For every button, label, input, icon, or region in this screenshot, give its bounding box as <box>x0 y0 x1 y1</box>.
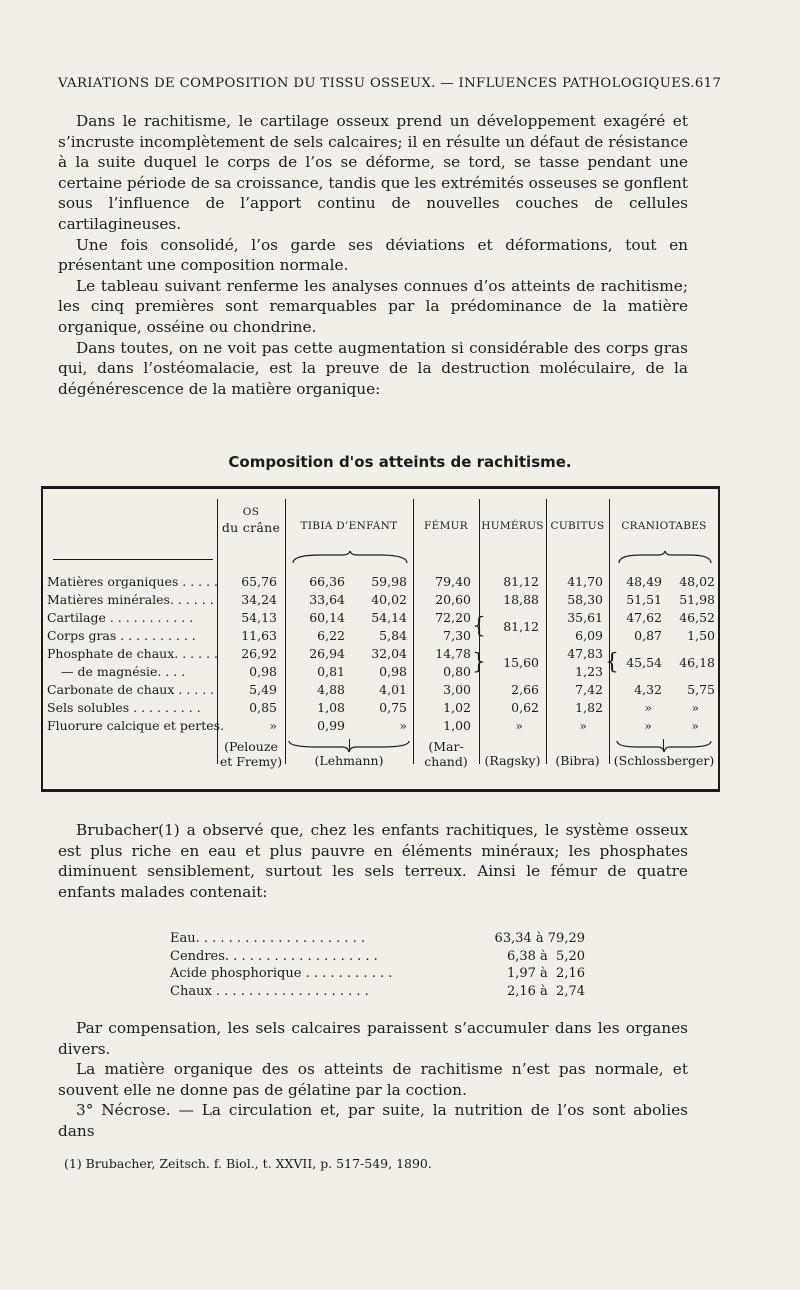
table-cell: 33,64 <box>309 592 345 607</box>
table-cell: 20,60 <box>435 592 471 607</box>
table-cell: 59,98 <box>371 574 407 589</box>
table-cell: 1,82 <box>575 700 603 715</box>
row-label: — de magnésie. . . . <box>61 664 186 679</box>
table-cell: 0,99 <box>317 718 345 733</box>
source-citation: et Fremy) <box>219 754 283 769</box>
paragraph: Par compensation, les sels calcaires paraissent s’accumuler dans les organes divers. <box>58 1019 688 1058</box>
list-item-label: Cendres. . . . . . . . . . . . . . . . . . . <box>170 948 378 964</box>
paragraph: 3° Nécrose. — La circulation et, par suite, la nutrition de l’os sont abolies dans <box>58 1101 688 1140</box>
table-cell: 47,83 <box>567 646 603 661</box>
table-cell: 2,66 <box>511 682 539 697</box>
table-cell: 11,63 <box>241 628 277 643</box>
source-citation: (Lehmann) <box>314 753 384 768</box>
source-citation: (Schlossberger) <box>613 753 715 768</box>
table-cell: » <box>269 718 277 733</box>
header-cubitus: CUBITUS <box>550 520 605 532</box>
table-cell: 48,49 <box>626 574 662 589</box>
table-cell: 0,98 <box>379 664 407 679</box>
end-text <box>58 1018 688 1142</box>
table-cell: 26,92 <box>241 646 277 661</box>
source-citation: (Pelouze <box>224 739 278 754</box>
table-cell: 6,09 <box>575 628 603 643</box>
paragraph: Une fois consolidé, l’os garde ses déviations et déformations, tout en présentant une composition normale. <box>58 235 688 275</box>
list-item-value: 6,38 à 5,20 <box>506 948 585 964</box>
paragraph: Brubacher(1) a observé que, chez les enfants rachitiques, le système osseux est plus riche en eau et plus pauvre en éléments minéraux; les phosphates diminuent sensiblement, surtout les sels terreux. Ainsi le fémur de quatre enfants malades contenait: <box>58 821 688 901</box>
header-crane-1: OS <box>242 506 260 518</box>
table-cell: 81,12 <box>503 619 539 634</box>
table-cell: 79,40 <box>435 574 471 589</box>
table-cell: 66,36 <box>309 574 345 589</box>
table-cell: 1,02 <box>443 700 471 715</box>
table-cell: 0,87 <box>634 628 662 643</box>
row-label: Phosphate de chaux. . . . . . <box>47 646 218 661</box>
header-femur: FÉMUR <box>424 520 468 532</box>
list-item-label: Eau. . . . . . . . . . . . . . . . . . . . . <box>170 931 366 947</box>
table-cell: 7,42 <box>575 682 603 697</box>
row-label: Sels solubles . . . . . . . . . <box>47 700 201 715</box>
header-craniotabes: CRANIOTABES <box>621 520 707 532</box>
running-title: VARIATIONS DE COMPOSITION DU TISSU OSSEUX. — INFLUENCES PATHOLOGIQUES. <box>58 76 695 91</box>
intro-text <box>58 111 688 399</box>
table-cell: 0,80 <box>443 664 471 679</box>
composition-table <box>41 486 720 792</box>
table-caption: Composition d'os atteints de rachitisme. <box>228 453 572 471</box>
list-item-value: 2,16 à 2,74 <box>506 983 585 999</box>
table-cell: 51,51 <box>626 592 662 607</box>
list-item <box>170 930 590 948</box>
table-cell: » <box>644 700 652 715</box>
table-cell: 4,88 <box>317 682 345 697</box>
table-cell: 26,94 <box>309 646 345 661</box>
tibia-brace-icon <box>291 551 409 565</box>
table-cell: 0,98 <box>249 664 277 679</box>
table-cell: 5,49 <box>249 682 277 697</box>
header-tibia: TIBIA D’ENFANT <box>300 520 398 532</box>
page-number: 617 <box>694 76 722 91</box>
source-citation: (Mar- <box>428 739 464 754</box>
paragraph: Le tableau suivant renferme les analyses connues d’os atteints de rachitisme; les cinq premières sont remarquables par la prédominance de la matière organique, osséine ou chondrine. <box>58 276 688 336</box>
table-cell: 6,22 <box>317 628 345 643</box>
source-citation: chand) <box>424 754 468 769</box>
list-item-label: Chaux . . . . . . . . . . . . . . . . . . . <box>170 983 369 999</box>
table-cell: 32,04 <box>371 646 407 661</box>
source-citation: (Ragsky) <box>484 753 541 768</box>
footnote: (1) Brubacher, Zeitsch. f. Biol., t. XXVII, p. 517-549, 1890. <box>64 1156 432 1171</box>
table-cell: 72,20 <box>435 610 471 625</box>
table-cell: 81,12 <box>503 574 539 589</box>
table-cell: 45,54 <box>626 655 662 670</box>
bracket-icon: { <box>472 614 486 639</box>
table-cell: 4,01 <box>379 682 407 697</box>
table-cell: » <box>579 718 587 733</box>
table-cell: 0,85 <box>249 700 277 715</box>
table-cell: 1,23 <box>575 664 603 679</box>
bracket-icon: } <box>472 650 486 675</box>
table-cell: 15,60 <box>503 655 539 670</box>
list-item-value: 63,34 à 79,29 <box>494 931 585 947</box>
bracket-icon: { <box>605 650 619 675</box>
source-citation: (Bibra) <box>555 753 600 768</box>
table-cell: 58,30 <box>567 592 603 607</box>
table-cell: 0,75 <box>379 700 407 715</box>
row-label: Cartilage . . . . . . . . . . . <box>47 610 194 625</box>
list-item-label: Acide phosphorique . . . . . . . . . . . <box>170 966 393 982</box>
table-cell: 60,14 <box>309 610 345 625</box>
table-cell: 41,70 <box>567 574 603 589</box>
table-cell: 46,52 <box>679 610 715 625</box>
table-cell: 1,00 <box>443 718 471 733</box>
table-cell: 47,62 <box>626 610 662 625</box>
table-cell: 7,30 <box>443 628 471 643</box>
paragraph: La matière organique des os atteints de rachitisme n’est pas normale, et souvent elle ne donne pas de gélatine par la coction. <box>58 1060 688 1099</box>
list-item-value: 1,97 à 2,16 <box>506 966 585 982</box>
source-brace-icon <box>615 739 713 753</box>
row-label: Corps gras . . . . . . . . . . <box>47 628 196 643</box>
header-crane-2: du crâne <box>221 520 281 535</box>
running-header <box>58 76 722 91</box>
table-cell: 40,02 <box>371 592 407 607</box>
table-cell: 0,62 <box>511 700 539 715</box>
table-cell: » <box>399 718 407 733</box>
table-cell: 46,18 <box>679 655 715 670</box>
list-item <box>170 983 590 1001</box>
paragraph: Dans toutes, on ne voit pas cette augmentation si considérable des corps gras qui, dans l’ostéomalacie, est la preuve de la destruction moléculaire, de la dégénérescence de la matière organique: <box>58 338 688 398</box>
table-cell: » <box>691 718 699 733</box>
table-cell: 51,98 <box>679 592 715 607</box>
table-cell: » <box>515 718 523 733</box>
table-cell: 65,76 <box>241 574 277 589</box>
table-cell: 54,14 <box>371 610 407 625</box>
list-item <box>170 965 590 983</box>
after-text <box>58 820 688 902</box>
row-label: Carbonate de chaux . . . . . <box>47 682 215 697</box>
table-cell: » <box>644 718 652 733</box>
table-cell: 54,13 <box>241 610 277 625</box>
table-cell: 0,81 <box>317 664 345 679</box>
row-label: Fluorure calcique et pertes. <box>47 718 225 733</box>
table-cell: 1,50 <box>687 628 715 643</box>
row-label: Matières organiques . . . . . <box>47 574 219 589</box>
table-cell: 48,02 <box>679 574 715 589</box>
table-cell: » <box>691 700 699 715</box>
table-cell: 35,61 <box>567 610 603 625</box>
table-cell: 18,88 <box>503 592 539 607</box>
table-cell: 5,75 <box>687 682 715 697</box>
table-cell: 34,24 <box>241 592 277 607</box>
table-cell: 5,84 <box>379 628 407 643</box>
source-brace-icon <box>287 739 411 753</box>
femur-values-list <box>170 930 590 1000</box>
header-humerus: HUMÉRUS <box>481 520 544 532</box>
table-cell: 14,78 <box>435 646 471 661</box>
table-cell: 4,32 <box>634 682 662 697</box>
table-cell: 1,08 <box>317 700 345 715</box>
paragraph: Dans le rachitisme, le cartilage osseux prend un développement exagéré et s’incruste incomplètement de sels calcaires; il en résulte un défaut de résistance à la suite duquel le corps de l’os se déforme, se tord, se tasse pendant une certaine période de sa croissance, tandis que les extrémités osseuses se gonflent sous l’influence de l’apport continu de nouvelles couches de cellules cartilagineuses. <box>58 112 688 233</box>
row-label: Matières minérales. . . . . . <box>47 592 214 607</box>
list-item <box>170 948 590 966</box>
cranio-brace-icon <box>617 551 713 565</box>
table-cell: 3,00 <box>443 682 471 697</box>
